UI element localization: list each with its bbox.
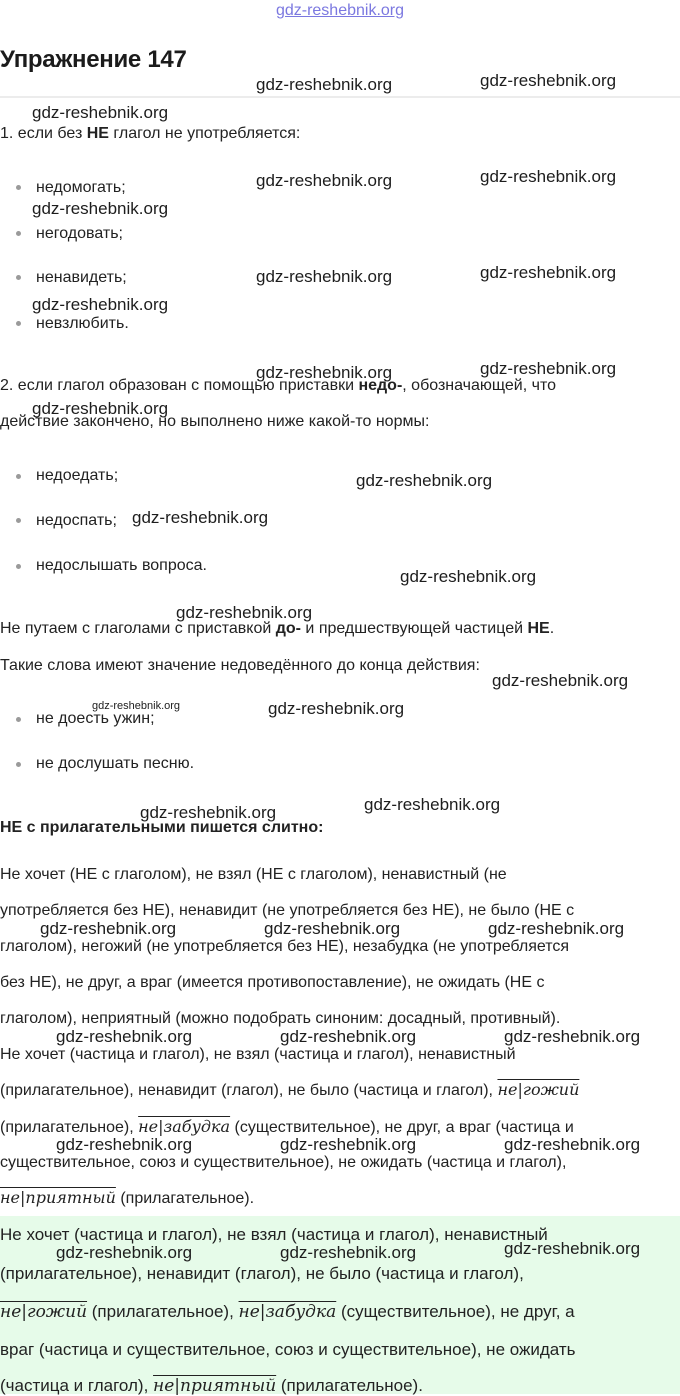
list-item: не доесть ужин; <box>36 710 155 727</box>
watermark: gdz-reshebnik.org <box>256 267 393 286</box>
bullet <box>16 231 21 236</box>
watermark: gdz-reshebnik.org <box>256 171 393 190</box>
list-item: недослышать вопроса. <box>36 557 207 574</box>
list-item: ненавидеть; <box>36 269 127 286</box>
watermark: gdz-reshebnik.org <box>492 671 629 690</box>
rule-2-cont: действие закончено, но выполнено ниже какой-то нормы: <box>0 413 430 430</box>
bullet <box>16 717 21 722</box>
bullet <box>16 762 21 767</box>
paragraph-line: Не хочет (частица и глагол), не взял (частица и глагол), ненавистный <box>0 1046 516 1063</box>
watermark: gdz-reshebnik.org <box>504 1239 641 1258</box>
morpheme-word: не|приятный <box>153 1376 277 1396</box>
list-item: недомогать; <box>36 179 126 196</box>
note-2: Такие слова имеют значение недоведённого до конца действия: <box>0 657 480 674</box>
watermark: gdz-reshebnik.org <box>56 1027 193 1046</box>
watermark: gdz-reshebnik.org <box>32 199 169 218</box>
watermark: gdz-reshebnik.org <box>32 295 169 314</box>
watermark: gdz-reshebnik.org <box>480 167 617 186</box>
watermark: gdz-reshebnik.org <box>56 1135 193 1154</box>
bullet <box>16 474 21 479</box>
morpheme-word: не|гожий <box>497 1080 580 1099</box>
watermark: gdz-reshebnik.org <box>140 803 277 822</box>
page-title: Упражнение 147 <box>0 46 187 73</box>
answer-line: (частица и глагол), не|приятный (прилагательное). <box>0 1376 423 1396</box>
paragraph-line: без НЕ), не друг, а враг (имеется противопоставление), не ожидать (НЕ с <box>0 974 545 991</box>
watermark: gdz-reshebnik.org <box>480 263 617 282</box>
watermark: gdz-reshebnik.org <box>176 603 313 622</box>
watermark: gdz-reshebnik.org <box>504 1027 641 1046</box>
watermark: gdz-reshebnik.org <box>364 795 501 814</box>
paragraph-line: существительное, союз и существительное), не ожидать (частица и глагол), <box>0 1154 567 1171</box>
answer-line: (прилагательное), ненавидит (глагол), не было (частица и глагол), <box>0 1264 524 1283</box>
header-divider <box>0 96 680 98</box>
bullet <box>16 518 21 523</box>
paragraph-line: не|приятный (прилагательное). <box>0 1188 255 1207</box>
bullet <box>16 321 21 326</box>
watermark: gdz-reshebnik.org <box>280 1027 417 1046</box>
paragraph-line: глаголом), неприятный (можно подобрать синоним: досадный, противный). <box>0 1010 561 1027</box>
bullet <box>16 564 21 569</box>
bullet <box>16 185 21 190</box>
watermark: gdz-reshebnik.org <box>400 567 537 586</box>
paragraph-line: глаголом), негожий (не употребляется без НЕ), незабудка (не употребляется <box>0 938 570 955</box>
adjective-heading: НЕ с прилагательными пишется слитно: <box>0 819 324 836</box>
watermark: gdz-reshebnik.org <box>504 1135 641 1154</box>
watermark: gdz-reshebnik.org <box>40 919 177 938</box>
watermark: gdz-reshebnik.org <box>356 471 493 490</box>
watermark: gdz-reshebnik.org <box>256 363 393 382</box>
watermark: gdz-reshebnik.org <box>280 1135 417 1154</box>
answer-line: не|гожий (прилагательное), не|забудка (существительное), не друг, а <box>0 1302 575 1322</box>
watermark: gdz-reshebnik.org <box>32 399 169 418</box>
list-item: недоспать; <box>36 512 117 529</box>
watermark: gdz-reshebnik.org <box>280 1243 417 1262</box>
bullet <box>16 275 21 280</box>
watermark: gdz-reshebnik.org <box>268 699 405 718</box>
answer-line: враг (частица и существительное, союз и существительное), не ожидать <box>0 1340 576 1359</box>
paragraph-line: (прилагательное), ненавидит (глагол), не было (частица и глагол), не|гожий <box>0 1080 580 1099</box>
list-item: недоедать; <box>36 467 119 484</box>
watermark: gdz-reshebnik.org <box>488 919 625 938</box>
watermark: gdz-reshebnik.org <box>132 508 269 527</box>
list-item: не дослушать песню. <box>36 755 195 772</box>
rule-2: 2. если глагол образован с помощью приставки недо-, обозначающей, что <box>0 377 556 394</box>
answer-line: Не хочет (частица и глагол), не взял (частица и глагол), ненавистный <box>0 1225 548 1244</box>
paragraph-line: Не хочет (НЕ с глаголом), не взял (НЕ с глаголом), ненавистный (не <box>0 866 507 883</box>
watermark: gdz-reshebnik.org <box>480 359 617 378</box>
rule-1: 1. если без НЕ глагол не употребляется: <box>0 125 301 142</box>
watermark: gdz-reshebnik.org <box>256 75 393 94</box>
morpheme-word: не|приятный <box>0 1188 116 1207</box>
paragraph-line: (прилагательное), не|забудка (существительное), не друг, а враг (частица и <box>0 1117 574 1136</box>
watermark: gdz-reshebnik.org <box>56 1243 193 1262</box>
morpheme-word: не|забудка <box>238 1302 337 1322</box>
note-1: Не путаем с глаголами с приставкой до- и предшествующей частицей НЕ. <box>0 620 555 637</box>
list-item: невзлюбить. <box>36 315 129 332</box>
watermark: gdz-reshebnik.org <box>92 700 181 712</box>
watermark: gdz-reshebnik.org <box>480 71 617 90</box>
watermark: gdz-reshebnik.org <box>264 919 401 938</box>
morpheme-word: не|гожий <box>0 1302 88 1322</box>
paragraph-line: употребляется без НЕ), ненавидит (не употребляется без НЕ), не было (НЕ с <box>0 902 575 919</box>
site-link[interactable]: gdz-reshebnik.org <box>275 2 405 19</box>
morpheme-word: не|забудка <box>138 1117 231 1136</box>
watermark: gdz-reshebnik.org <box>32 103 169 122</box>
list-item: негодовать; <box>36 225 123 242</box>
